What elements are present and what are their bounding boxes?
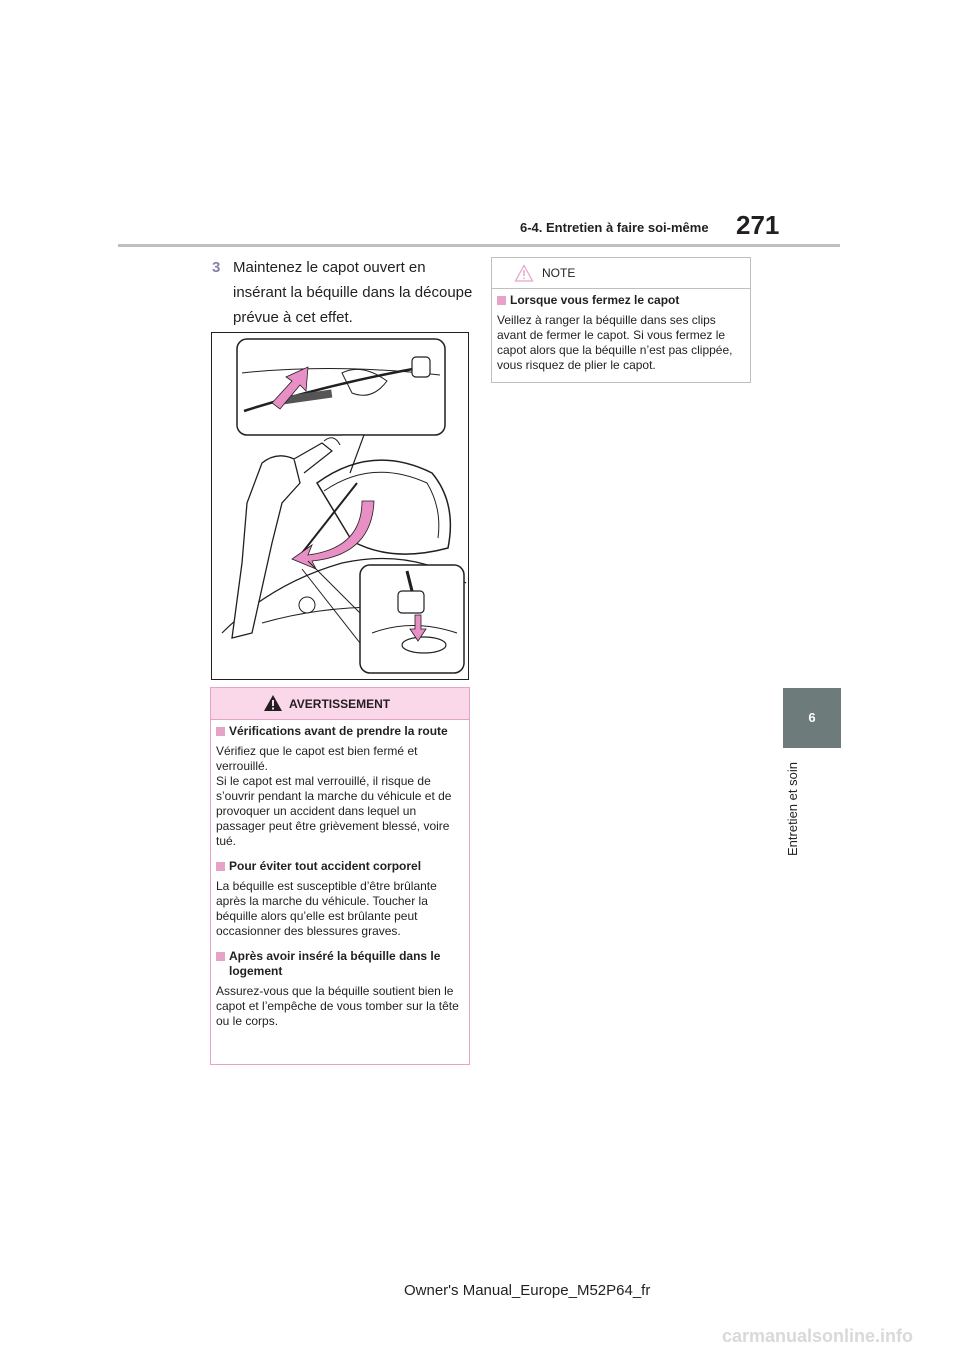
warning-paragraph: La béquille est susceptible d’être brûlante après la marche du véhicule. Toucher la béquille alors qu’elle est brûlante peut occasionner des blessures graves. — [216, 879, 437, 938]
caution-triangle-icon — [514, 264, 534, 282]
illustration-drawing — [212, 333, 468, 679]
warning-body — [216, 724, 464, 1029]
square-bullet-icon — [216, 952, 225, 961]
page-number: 271 — [736, 210, 780, 240]
watermark: carmanualsonline.info — [722, 1326, 914, 1346]
note-body — [497, 293, 745, 373]
chapter-label — [783, 760, 807, 860]
step-number: 3 — [212, 259, 221, 276]
warning-triangle-icon — [263, 694, 283, 712]
chapter-tab: 6 — [783, 688, 841, 748]
hood-support-illustration — [211, 332, 469, 680]
square-bullet-icon — [216, 727, 225, 736]
warning-paragraph: Si le capot est mal verrouillé, il risque de s’ouvrir pendant la marche du véhicule et de provoquer un accident dans lequel un passager peut être grièvement blessé, voire tué. — [216, 774, 452, 848]
section-title: 6-4. Entretien à faire soi-même — [520, 220, 709, 235]
note-heading: Lorsque vous fermez le capot — [497, 293, 745, 308]
warning-title: AVERTISSEMENT — [289, 697, 391, 711]
warning-heading-3: Après avoir inséré la béquille dans le logement — [216, 949, 464, 979]
warning-heading-1: Vérifications avant de prendre la route — [216, 724, 464, 739]
note-text: Veillez à ranger la béquille dans ses clips avant de fermer le capot. Si vous fermez le capot alors que la béquille n’est pas clippée, vous risquez de plier le capot. — [497, 313, 733, 372]
warning-heading-2: Pour éviter tout accident corporel — [216, 859, 464, 874]
square-bullet-icon — [216, 862, 225, 871]
step-text: Maintenez le capot ouvert en insérant la béquille dans la découpe prévue à cet effet. — [233, 259, 473, 326]
header-rule — [118, 244, 840, 247]
warning-box — [210, 687, 470, 1065]
note-box — [491, 257, 751, 383]
footer-text: Owner's Manual_Europe_M52P64_fr — [404, 1282, 651, 1299]
chapter-label-text: Entretien et soin — [785, 762, 800, 856]
warning-paragraph: Assurez-vous que la béquille soutient bien le capot et l’empêche de vous tomber sur la tête ou le corps. — [216, 984, 459, 1028]
note-title: NOTE — [542, 266, 576, 280]
note-header — [492, 258, 750, 289]
warning-header — [211, 688, 469, 720]
warning-paragraph: Vérifiez que le capot est bien fermé et verrouillé. — [216, 744, 418, 773]
square-bullet-icon — [497, 296, 506, 305]
